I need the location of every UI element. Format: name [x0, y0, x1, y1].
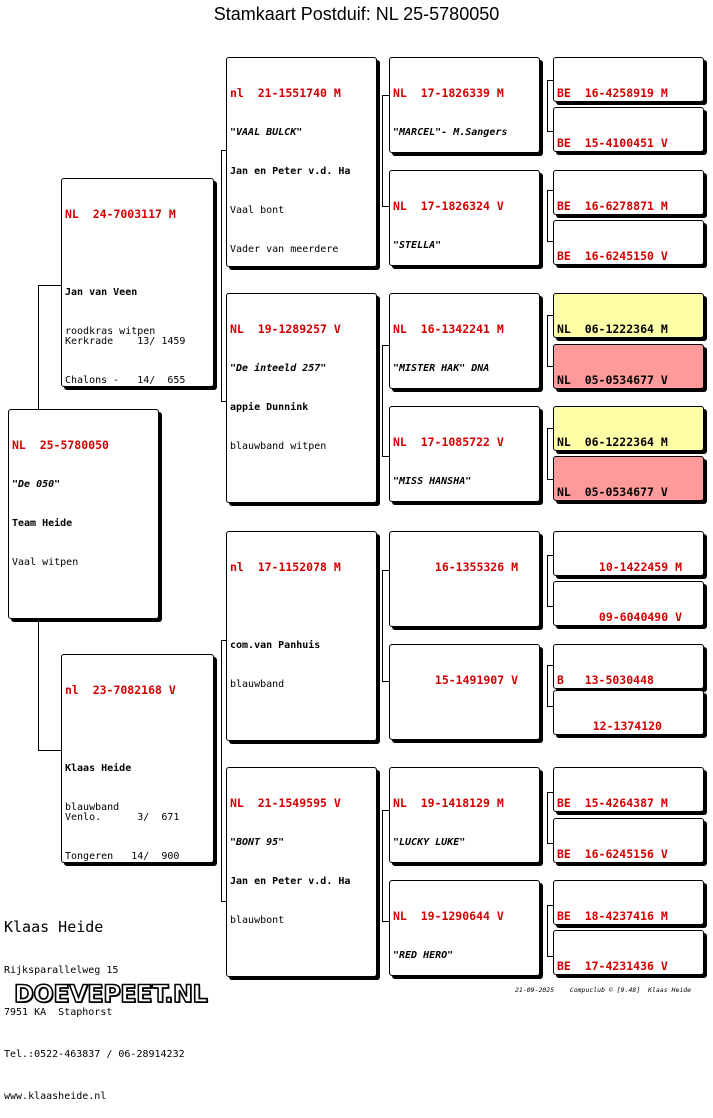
ancestor-card [553, 531, 704, 576]
connector [382, 810, 389, 922]
ring-number: NL 19-1290644 V [393, 909, 504, 923]
great-grandparent-card [389, 293, 540, 389]
description-line: roodkras witpen [65, 326, 156, 337]
great-grandparent-card [389, 644, 540, 740]
description-line: blauwband [230, 679, 285, 690]
ring-number: BE 16-6245150 V [557, 249, 668, 263]
nickname: "STELLA" [393, 240, 442, 251]
ancestor-card [553, 57, 704, 102]
nickname: "BONT 95" [230, 837, 285, 848]
breeder-phone: Tel.:0522-463837 / 06-28914232 [4, 1049, 185, 1060]
ring-number: BE 18-4237416 M [557, 909, 668, 923]
great-grandparent-card [389, 531, 540, 627]
owner: Jan en Peter v.d. Ha [230, 166, 351, 177]
result-line: Kerkrade 13/ 1459 [65, 336, 186, 347]
great-grandparent-card [389, 880, 540, 976]
ancestor-card [553, 818, 704, 863]
great-grandparent-card [389, 767, 540, 863]
grandparent-card [226, 293, 377, 503]
ancestor-card [553, 930, 704, 975]
ring-number: NL 17-1826339 M [393, 86, 504, 100]
grandparent-card [226, 57, 377, 267]
page-title: Stamkaart Postduif: NL 25-5780050 [213, 4, 500, 24]
ring-number: NL 19-1289257 V [230, 322, 341, 336]
ring-number: NL 17-1826324 V [393, 199, 504, 213]
breeder-website: www.klaasheide.nl [4, 1091, 107, 1102]
results [65, 309, 185, 387]
ancestor-card [553, 644, 704, 689]
grandparent-card [226, 767, 377, 977]
ring-number: NL 21-1549595 V [230, 796, 341, 810]
connector [382, 570, 389, 682]
ring-number: nl 23-7082168 V [65, 683, 176, 697]
description-line: Vaal witpen [12, 557, 79, 568]
result-line: Chalons - 14/ 655 [65, 375, 186, 386]
ring-number: BE 16-6278871 M [557, 199, 668, 213]
nickname [393, 600, 536, 613]
nickname: "MISS HANSHA" [393, 476, 472, 487]
breeder-name: Klaas Heide [4, 918, 104, 936]
ring-number: nl 17-1152078 M [230, 560, 341, 574]
description-line: blauwband witpen [230, 441, 327, 452]
description-line: Vaal bont [230, 205, 285, 216]
ring-number: BE 15-4100451 V [557, 136, 668, 150]
ring-number: NL 24-7003117 M [65, 207, 176, 221]
nickname: "De 050" [12, 479, 61, 490]
owner: com.van Panhuis [230, 640, 321, 651]
subject-card [8, 409, 159, 619]
owner: Jan en Peter v.d. Ha [230, 876, 351, 887]
ring-number: 15-1491907 V [434, 673, 518, 687]
nickname [393, 713, 536, 726]
great-grandparent-card [389, 57, 540, 153]
ancestor-card [553, 581, 704, 626]
description-line: blauwbont [230, 915, 285, 926]
ancestor-card [553, 456, 704, 501]
ring-number: 12-1374120 [592, 719, 662, 733]
ancestor-card [553, 220, 704, 265]
ring-number: BE 17-4231436 V [557, 959, 668, 973]
nickname: "RED HERO" [393, 950, 454, 961]
description-line: Vader van meerdere [230, 244, 339, 255]
great-grandparent-card [389, 170, 540, 266]
ring-number: BE 16-6245156 V [557, 847, 668, 861]
ring-number: NL 05-0534677 V [557, 373, 668, 387]
connector [382, 95, 389, 207]
result-line: Tongeren 14/ 900 [65, 851, 180, 862]
owner: Team Heide [12, 518, 73, 529]
connector [382, 345, 389, 457]
ring-number: NL 19-1418129 M [393, 796, 504, 810]
ring-number: nl 21-1551740 M [230, 86, 341, 100]
nickname: "MISTER HAK" DNA [393, 363, 490, 374]
ring-number: BE 16-4258919 M [557, 86, 668, 100]
ring-number: BE 15-4264387 M [557, 796, 668, 810]
owner: Klaas Heide [65, 763, 132, 774]
father-card [61, 178, 214, 387]
footer: 21-09-2025 Compuclub © [9.48] Klaas Heide [515, 986, 692, 994]
ancestor-card [553, 293, 704, 338]
breeder-address: Rijksparallelweg 15 [4, 965, 119, 976]
ancestor-card [553, 344, 704, 389]
ancestor-card [553, 690, 704, 735]
doevepeet-logo: DOEVEPEET.NL [14, 980, 208, 1008]
ancestor-card [553, 767, 704, 812]
owner: appie Dunnink [230, 402, 309, 413]
ancestor-card [553, 170, 704, 215]
ancestor-card [553, 406, 704, 451]
ring-number: 09-6040490 V [598, 610, 682, 624]
ring-number: NL 06-1222364 M [557, 322, 668, 336]
nickname: "VAAL BULCK" [230, 127, 303, 138]
ancestor-card [553, 107, 704, 152]
ring-number: NL 17-1085722 V [393, 435, 504, 449]
ring-number: 10-1422459 M [598, 560, 682, 574]
nickname [230, 600, 373, 613]
result-line: Venlo. 3/ 671 [65, 812, 180, 823]
ring-number: B 13-5030448 [557, 673, 654, 687]
results [65, 785, 179, 863]
ring-number: 16-1355326 M [434, 560, 518, 574]
owner: Jan van Veen [65, 287, 138, 298]
nickname: "MARCEL"- M.Sangers [393, 127, 508, 138]
ring-number: NL 05-0534677 V [557, 485, 668, 499]
description-line: blauwband [65, 802, 120, 813]
breeder-city: 7951 KA Staphorst [4, 1007, 113, 1018]
nickname: "De inteeld 257" [230, 363, 327, 374]
mother-card [61, 654, 214, 863]
great-grandparent-card [389, 406, 540, 502]
nickname: "LUCKY LUKE" [393, 837, 466, 848]
grandparent-card [226, 531, 377, 741]
ring-number: NL 16-1342241 M [393, 322, 504, 336]
ring-number: NL 25-5780050 [12, 438, 109, 452]
ancestor-card [553, 880, 704, 925]
ring-number: NL 06-1222364 M [557, 435, 668, 449]
